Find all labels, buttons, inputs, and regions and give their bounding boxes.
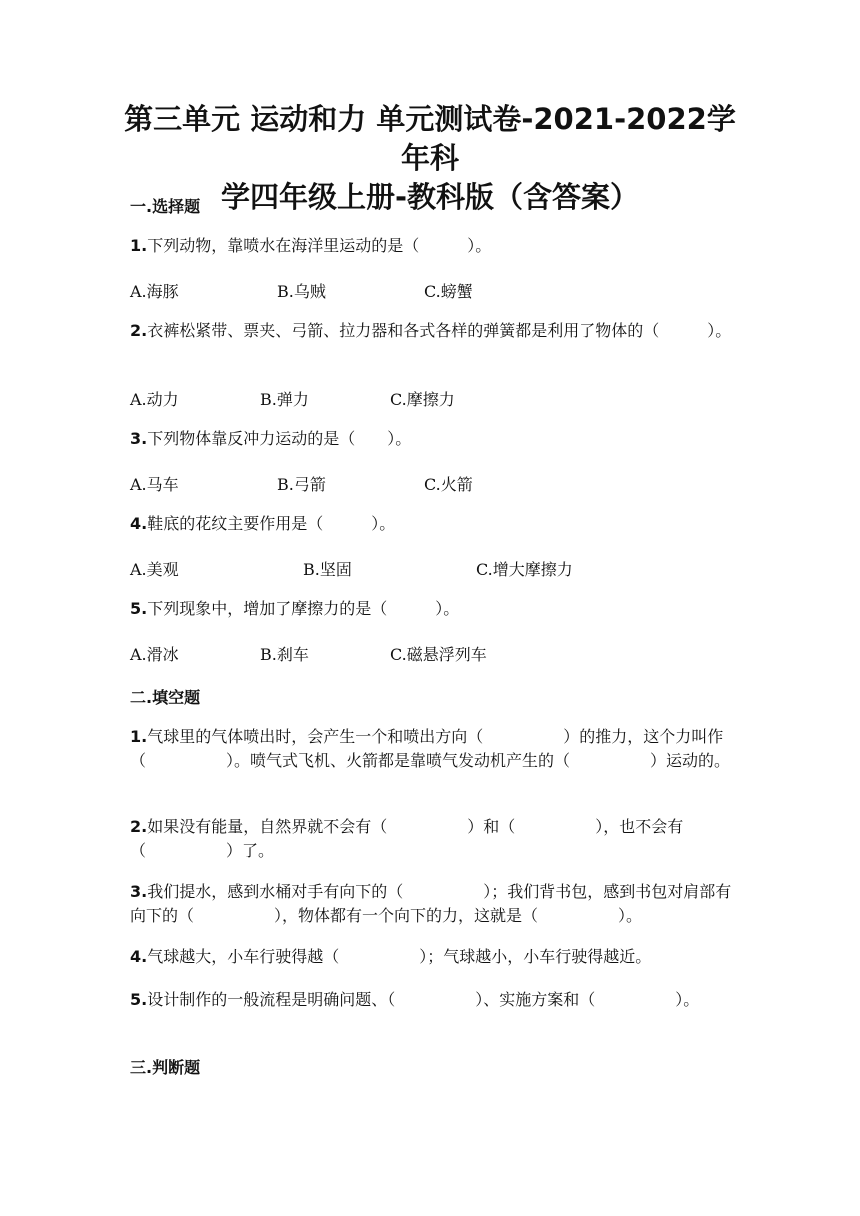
question-text: 衣裤松紧带、票夹、弓箭、拉力器和各式各样的弹簧都是利用了物体的（ ）。 (147, 321, 732, 340)
option-b: B.刹车 (260, 645, 309, 664)
title-line-1: 第三单元 运动和力 单元测试卷-2021-2022学年科 (124, 102, 736, 175)
fill-question-2 (130, 815, 735, 863)
title-line-2: 学四年级上册-教科版（含答案） (220, 180, 640, 214)
choice-question-5 (130, 597, 735, 621)
question-number: 3. (130, 882, 148, 901)
question-text: 气球里的气体喷出时，会产生一个和喷出方向（ ）的推力，这个力叫作（ ）。喷气式飞机、火箭都是靠喷气发动机产生的（ ）运动的。 (130, 727, 731, 770)
choice-options-3 (130, 472, 730, 494)
choice-question-4 (130, 512, 735, 536)
option-c: C.螃蟹 (424, 282, 473, 301)
fill-question-4 (130, 945, 735, 969)
option-a: A.滑冰 (130, 645, 179, 664)
option-a: A.海豚 (130, 282, 179, 301)
question-number: 2. (130, 817, 148, 836)
fill-question-1 (130, 725, 735, 773)
question-text: 我们提水，感到水桶对手有向下的（ ）；我们背书包，感到书包对肩部有向下的（ ），物体都有一个向下的力，这就是（ ）。 (130, 882, 732, 925)
fill-question-3 (130, 880, 735, 928)
section-heading-choice: 一.选择题 (130, 197, 201, 216)
question-text: 下列物体靠反冲力运动的是（ ）。 (147, 429, 412, 448)
option-a: A.美观 (130, 560, 179, 579)
option-b: B.弹力 (260, 390, 309, 409)
choice-options-5 (130, 642, 730, 664)
fill-question-5 (130, 988, 735, 1012)
option-a: A.动力 (130, 390, 179, 409)
question-text: 下列动物，靠喷水在海洋里运动的是（ ）。 (147, 236, 492, 255)
choice-question-3 (130, 427, 735, 451)
option-c: C.摩擦力 (390, 390, 455, 409)
option-b: B.弓箭 (277, 475, 326, 494)
option-b: B.坚固 (303, 560, 352, 579)
option-b: B.乌贼 (277, 282, 326, 301)
question-text: 气球越大，小车行驶得越（ ）；气球越小，小车行驶得越近。 (147, 947, 652, 966)
question-text: 如果没有能量，自然界就不会有（ ）和（ ），也不会有（ ）了。 (130, 817, 684, 860)
question-number: 5. (130, 990, 148, 1009)
question-text: 设计制作的一般流程是明确问题、（ ）、实施方案和（ ）。 (147, 990, 700, 1009)
question-number: 2. (130, 321, 148, 340)
question-text: 下列现象中，增加了摩擦力的是（ ）。 (147, 599, 460, 618)
question-number: 1. (130, 236, 148, 255)
question-text: 鞋底的花纹主要作用是（ ）。 (147, 514, 396, 533)
question-number: 5. (130, 599, 148, 618)
document-title (120, 100, 740, 217)
choice-question-2 (130, 319, 735, 343)
question-number: 4. (130, 514, 148, 533)
option-c: C.火箭 (424, 475, 473, 494)
option-c: C.增大摩擦力 (476, 560, 573, 579)
choice-options-4 (130, 557, 730, 579)
section-heading-judge: 三.判断题 (130, 1058, 201, 1077)
question-number: 3. (130, 429, 148, 448)
question-number: 1. (130, 727, 148, 746)
option-a: A.马车 (130, 475, 179, 494)
section-heading-fill: 二.填空题 (130, 688, 201, 707)
question-number: 4. (130, 947, 148, 966)
option-c: C.磁悬浮列车 (390, 645, 487, 664)
choice-options-1 (130, 279, 730, 301)
choice-question-1 (130, 234, 735, 258)
choice-options-2 (130, 387, 730, 409)
